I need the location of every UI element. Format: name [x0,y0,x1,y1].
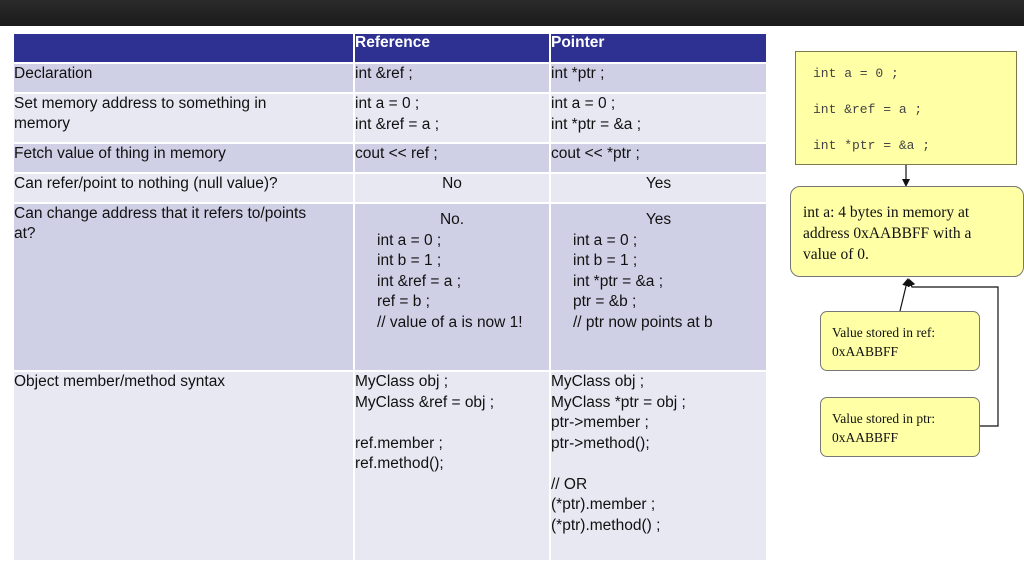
memory-description-box: int a: 4 bytes in memory at address 0xAABBFF with a value of 0. [790,186,1024,277]
pointer-cell: Yes [550,173,766,203]
row-label: Set memory address to something in memory [14,93,354,143]
row-label: Object member/method syntax [14,371,354,561]
reference-answer: No. [439,211,465,228]
header-pointer: Pointer [550,34,766,63]
reference-cell: No [354,173,550,203]
row-label: Declaration [14,63,354,93]
reference-cell: cout << ref ; [354,143,550,173]
reference-cell: MyClass obj ; MyClass &ref = obj ; ref.member ; ref.method(); [354,371,550,561]
reference-cell: int &ref ; [354,63,550,93]
pointer-cell: int *ptr ; [550,63,766,93]
code-example-box: int a = 0 ; int &ref = a ; int *ptr = &a ; [795,51,1017,165]
row-label: Can refer/point to nothing (null value)? [14,173,354,203]
arrow-ref-to-memory [900,282,907,311]
pointer-cell: Yes int a = 0 ; int b = 1 ; int *ptr = &a ; ptr = &b ; // ptr now points at b [550,203,766,371]
ref-value-box: Value stored in ref: 0xAABBFF [820,311,980,371]
reference-cell: No. int a = 0 ; int b = 1 ; int &ref = a ; ref = b ; // value of a is now 1! [354,203,550,371]
header-reference: Reference [354,34,550,63]
pointer-cell: int a = 0 ; int *ptr = &a ; [550,93,766,143]
pointer-answer: Yes [645,211,672,228]
row-label: Fetch value of thing in memory [14,143,354,173]
row-label: Can change address that it refers to/points at? [14,203,354,371]
pointer-cell: cout << *ptr ; [550,143,766,173]
pointer-cell: MyClass obj ; MyClass *ptr = obj ; ptr->member ; ptr->method(); // OR (*ptr).member ; (*ptr).method() ; [550,371,766,561]
ptr-value-box: Value stored in ptr: 0xAABBFF [820,397,980,457]
reference-cell: int a = 0 ; int &ref = a ; [354,93,550,143]
